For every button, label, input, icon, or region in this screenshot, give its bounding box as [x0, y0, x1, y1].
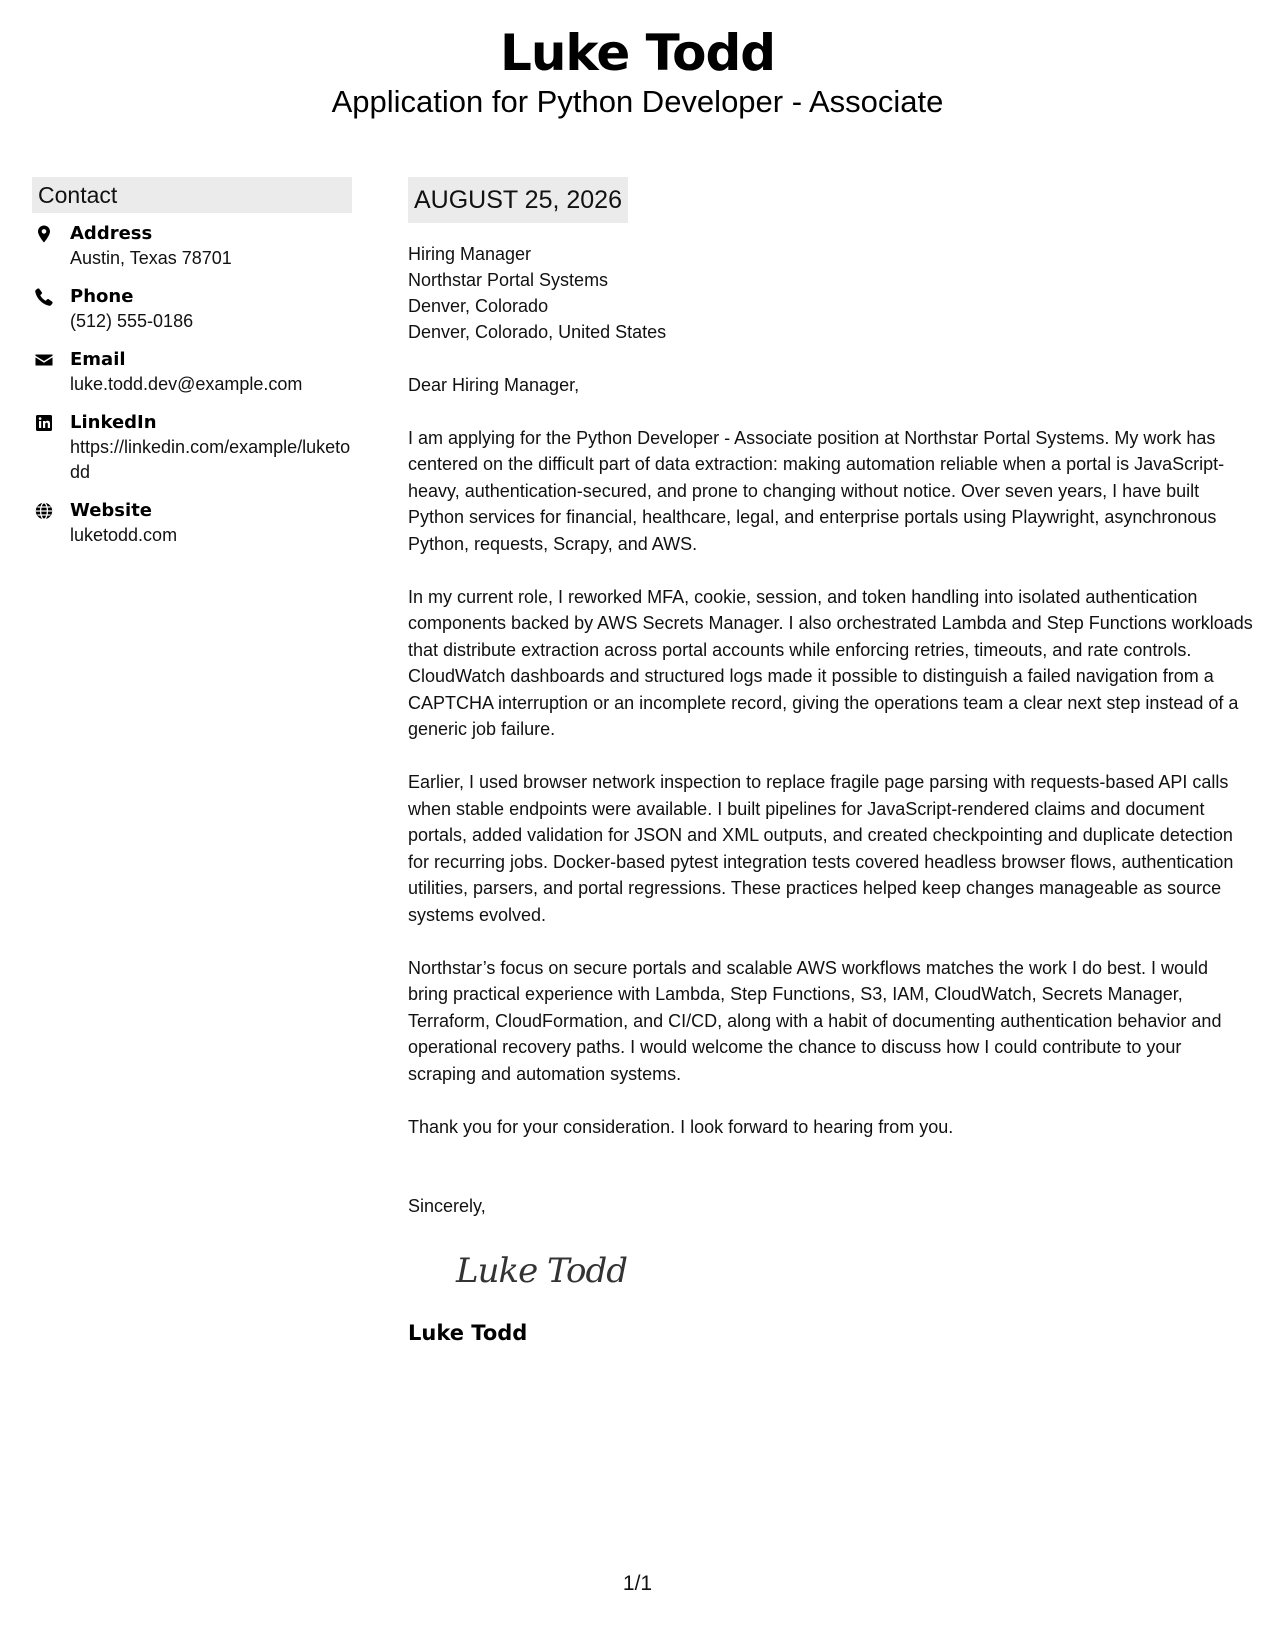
recipient-line: Northstar Portal Systems	[408, 270, 609, 290]
letter-paragraph: I am applying for the Python Developer - Associate position at Northstar Portal Systems. My work has centered on the difficult part of data extraction: making automation reliable when a portal is JavaScript-heavy, authentication-secured, and prone to changing without notice. Over seven years, I have built Python services for financial, healthcare, legal, and enterprise portals using Playwright, asynchronous Python, requests, Scrapy, and AWS.	[408, 428, 1225, 554]
recipient-block	[408, 241, 1253, 345]
contact-item-website	[32, 499, 352, 548]
globe-icon	[34, 501, 54, 521]
letter-header	[0, 22, 1275, 120]
contact-label: Website	[70, 500, 153, 521]
contact-list	[32, 222, 352, 548]
letter-paragraph: Thank you for your consideration. I look forward to hearing from you.	[408, 1116, 954, 1137]
recipient-line: Denver, Colorado, United States	[408, 322, 667, 342]
contact-value: https://linkedin.com/example/luketodd	[70, 437, 351, 482]
application-subtitle: Application for Python Developer - Associate	[331, 84, 944, 119]
contact-value: luke.todd.dev@example.com	[70, 374, 303, 394]
letter-body	[408, 177, 1253, 1347]
recipient-line: Hiring Manager	[408, 244, 532, 264]
letter-paragraph: Earlier, I used browser network inspection to replace fragile page parsing with requests-based API calls when stable endpoints were available. I built pipelines for JavaScript-rendered claims and document portals, added validation for JSON and XML outputs, and created checkpointing and duplicate detection for recurring jobs. Docker-based pytest integration tests covered headless browser flows, authentication utilities, parsers, and portal regressions. These practices helped keep changes manageable as source systems evolved.	[408, 772, 1234, 925]
contact-label: LinkedIn	[70, 412, 157, 433]
signed-name: Luke Todd	[408, 1321, 528, 1346]
map-pin-icon	[34, 224, 54, 244]
linkedin-icon	[34, 413, 54, 433]
recipient-line: Denver, Colorado	[408, 296, 549, 316]
closing: Sincerely,	[408, 1196, 486, 1217]
page-number: 1/1	[622, 1572, 653, 1595]
contact-label: Address	[70, 223, 153, 244]
salutation: Dear Hiring Manager,	[408, 375, 580, 395]
handwritten-signature: Luke Todd	[456, 1251, 628, 1292]
contact-value: (512) 555-0186	[70, 311, 194, 331]
contact-item-address	[32, 222, 352, 271]
letter-paragraph: Northstar’s focus on secure portals and scalable AWS workflows matches the work I do best. I would bring practical experience with Lambda, Step Functions, S3, IAM, CloudWatch, Secrets Manager, Terraform, CloudFormation, and CI/CD, along with a habit of documenting authentication behavior and operational recovery paths. I would welcome the chance to discuss how I could contribute to your scraping and automation systems.	[408, 957, 1222, 1084]
contact-section-title: Contact	[32, 177, 352, 213]
letter-paragraph: In my current role, I reworked MFA, cookie, session, and token handling into isolated authentication components backed by AWS Secrets Manager. I also orchestrated Lambda and Step Functions workloads that distribute extraction across portal accounts while enforcing retries, timeouts, and rate controls. CloudWatch dashboards and structured logs made it possible to distinguish a failed navigation from a CAPTCHA interruption or an incomplete record, giving the operations team a clear next step instead of a generic job failure.	[408, 587, 1253, 740]
applicant-name: Luke Todd	[499, 24, 776, 82]
contact-item-linkedin	[32, 411, 352, 485]
contact-sidebar	[32, 177, 352, 562]
contact-label: Phone	[70, 286, 134, 307]
letter-date: AUGUST 25, 2026	[408, 177, 628, 223]
phone-icon	[34, 287, 54, 307]
contact-item-phone	[32, 285, 352, 334]
envelope-icon	[34, 350, 54, 370]
contact-label: Email	[70, 349, 126, 370]
contact-value: Austin, Texas 78701	[70, 248, 232, 268]
contact-value: luketodd.com	[70, 525, 178, 545]
contact-item-email	[32, 348, 352, 397]
